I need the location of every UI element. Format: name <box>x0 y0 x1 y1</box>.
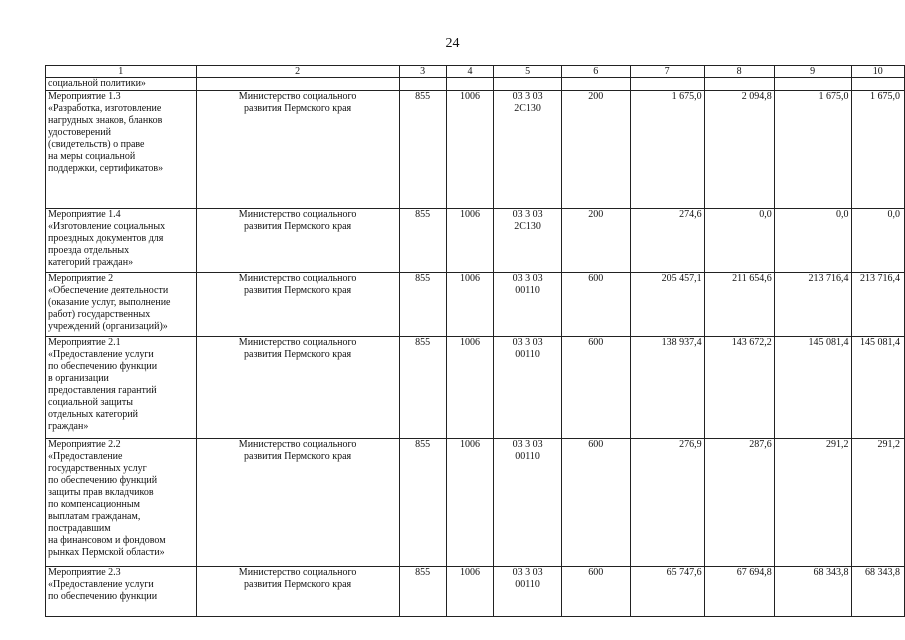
amount-col-9: 0,0 <box>774 209 851 273</box>
amount-col-8: 0,0 <box>704 209 774 273</box>
csr-code: 03 3 03 00110 <box>494 567 562 617</box>
amount-col-10: 213 716,4 <box>851 273 905 337</box>
amount-col-10: 145 081,4 <box>851 337 905 439</box>
grbs-code: 855 <box>399 273 446 337</box>
rzpr-code: 1006 <box>446 337 494 439</box>
amount-col-9: 145 081,4 <box>774 337 851 439</box>
activity-name: Мероприятие 1.4 «Изготовление социальных проездных документов для проезда отдельных категорий граждан» <box>46 209 197 273</box>
col-header-10: 10 <box>851 66 905 78</box>
table-row <box>46 567 905 617</box>
amount-col-8: 211 654,6 <box>704 273 774 337</box>
rzpr-code: 1006 <box>446 209 494 273</box>
amount-col-10: 1 675,0 <box>851 91 905 209</box>
responsible-executor: Министерство социального развития Пермского края <box>196 337 399 439</box>
vr-code: 600 <box>561 439 630 567</box>
vr-code: 600 <box>561 567 630 617</box>
col-header-5: 5 <box>494 66 562 78</box>
continuation-row <box>46 78 905 91</box>
col-header-2: 2 <box>196 66 399 78</box>
amount-col-7: 65 747,6 <box>630 567 704 617</box>
activity-name: Мероприятие 2.1 «Предоставление услуги по обеспечению функции в организации предоставления гарантий социальной защиты отдельных категорий граждан» <box>46 337 197 439</box>
continuation-text: социальной политики» <box>46 78 197 91</box>
amount-col-10: 291,2 <box>851 439 905 567</box>
amount-col-8: 67 694,8 <box>704 567 774 617</box>
col-header-4: 4 <box>446 66 494 78</box>
rzpr-code: 1006 <box>446 91 494 209</box>
page-number: 24 <box>445 36 460 51</box>
amount-col-8: 2 094,8 <box>704 91 774 209</box>
csr-code: 03 3 03 2С130 <box>494 209 562 273</box>
vr-code: 200 <box>561 209 630 273</box>
amount-col-9: 291,2 <box>774 439 851 567</box>
rzpr-code: 1006 <box>446 567 494 617</box>
col-header-6: 6 <box>561 66 630 78</box>
column-number-row <box>46 66 905 78</box>
table-row <box>46 91 905 209</box>
amount-col-9: 68 343,8 <box>774 567 851 617</box>
responsible-executor: Министерство социального развития Пермского края <box>196 567 399 617</box>
vr-code: 200 <box>561 91 630 209</box>
vr-code: 600 <box>561 273 630 337</box>
col-header-7: 7 <box>630 66 704 78</box>
col-header-1: 1 <box>46 66 197 78</box>
responsible-executor: Министерство социального развития Пермского края <box>196 273 399 337</box>
amount-col-10: 68 343,8 <box>851 567 905 617</box>
col-header-3: 3 <box>399 66 446 78</box>
amount-col-8: 287,6 <box>704 439 774 567</box>
rzpr-code: 1006 <box>446 439 494 567</box>
amount-col-9: 1 675,0 <box>774 91 851 209</box>
col-header-8: 8 <box>704 66 774 78</box>
responsible-executor: Министерство социального развития Пермского края <box>196 439 399 567</box>
activity-name: Мероприятие 1.3 «Разработка, изготовление нагрудных знаков, бланков удостоверений (свидетельств) о праве на меры социальной поддержки, сертификатов» <box>46 91 197 209</box>
csr-code: 03 3 03 00110 <box>494 439 562 567</box>
rzpr-code: 1006 <box>446 273 494 337</box>
amount-col-7: 274,6 <box>630 209 704 273</box>
activity-name: Мероприятие 2 «Обеспечение деятельности (оказание услуг, выполнение работ) государственных учреждений (организаций)» <box>46 273 197 337</box>
grbs-code: 855 <box>399 337 446 439</box>
col-header-9: 9 <box>774 66 851 78</box>
table-row <box>46 273 905 337</box>
responsible-executor: Министерство социального развития Пермского края <box>196 209 399 273</box>
amount-col-10: 0,0 <box>851 209 905 273</box>
grbs-code: 855 <box>399 91 446 209</box>
amount-col-8: 143 672,2 <box>704 337 774 439</box>
amount-col-7: 138 937,4 <box>630 337 704 439</box>
grbs-code: 855 <box>399 439 446 567</box>
table-row <box>46 337 905 439</box>
table-row <box>46 209 905 273</box>
grbs-code: 855 <box>399 209 446 273</box>
amount-col-7: 1 675,0 <box>630 91 704 209</box>
responsible-executor: Министерство социального развития Пермского края <box>196 91 399 209</box>
amount-col-7: 205 457,1 <box>630 273 704 337</box>
vr-code: 600 <box>561 337 630 439</box>
csr-code: 03 3 03 2С130 <box>494 91 562 209</box>
activity-name: Мероприятие 2.2 «Предоставление государственных услуг по обеспечению функций защиты прав вкладчиков по компенсационным выплатам гражданам, пострадавшим на финансовом и фондовом рынках Пермской области» <box>46 439 197 567</box>
csr-code: 03 3 03 00110 <box>494 273 562 337</box>
amount-col-9: 213 716,4 <box>774 273 851 337</box>
budget-table <box>45 65 905 617</box>
grbs-code: 855 <box>399 567 446 617</box>
table-row <box>46 439 905 567</box>
activity-name: Мероприятие 2.3 «Предоставление услуги по обеспечению функции <box>46 567 197 617</box>
csr-code: 03 3 03 00110 <box>494 337 562 439</box>
amount-col-7: 276,9 <box>630 439 704 567</box>
